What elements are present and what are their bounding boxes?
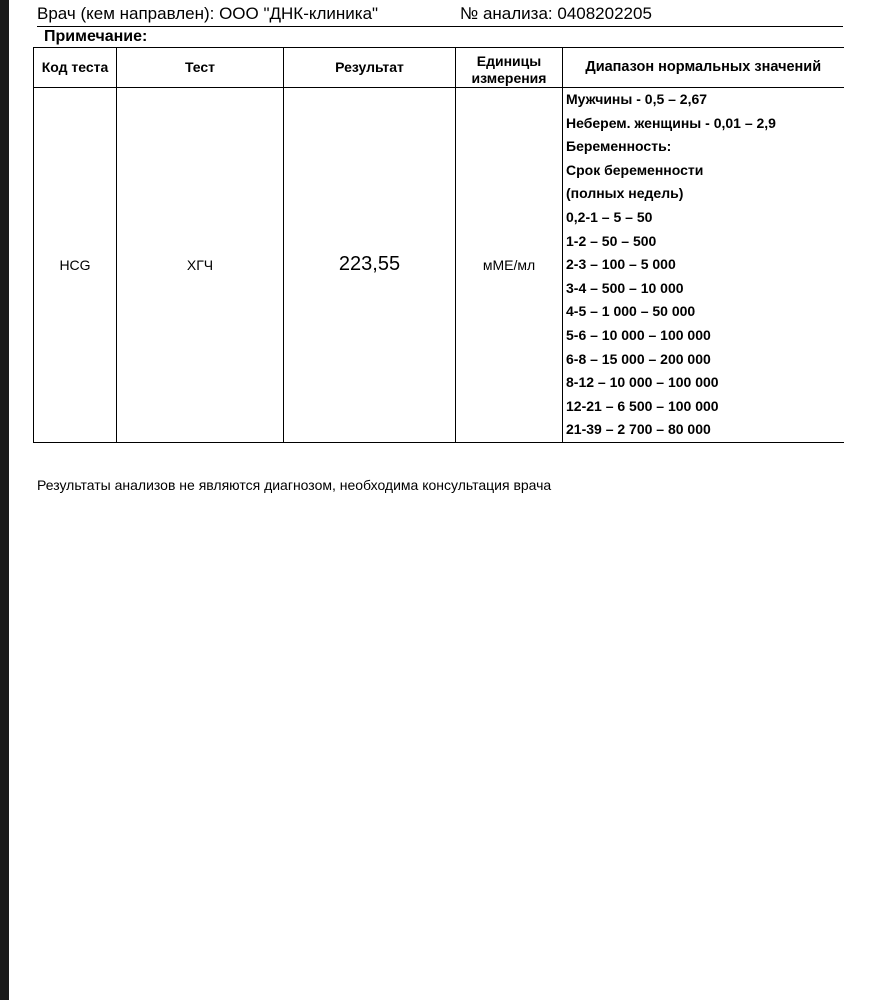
results-table	[33, 47, 844, 443]
range-item: 0,2-1 – 5 – 50	[566, 208, 653, 225]
referring-doctor: Врач (кем направлен): ООО "ДНК-клиника"	[37, 4, 379, 23]
column-header-result: Результат	[284, 48, 456, 88]
range-item: 8-12 – 10 000 – 100 000	[566, 374, 719, 391]
range-item: Неберем. женщины - 0,01 – 2,9	[566, 114, 776, 131]
range-item: (полных недель)	[566, 185, 684, 202]
range-item: Срок беременности	[566, 161, 704, 178]
result-value-cell: 223,55	[284, 88, 456, 443]
disclaimer-text: Результаты анализов не являются диагнозом, необходима консультация врача	[37, 477, 552, 493]
column-header-test: Тест	[117, 48, 284, 88]
column-header-code: Код теста	[34, 48, 117, 88]
test-code-cell: HCG	[34, 88, 117, 443]
table-row	[34, 88, 844, 443]
range-item: 3-4 – 500 – 10 000	[566, 279, 684, 296]
range-item: 21-39 – 2 700 – 80 000	[566, 421, 711, 438]
column-header-units: Единицы измерения	[456, 48, 563, 88]
range-item: 4-5 – 1 000 – 50 000	[566, 303, 696, 320]
range-item: 6-8 – 15 000 – 200 000	[566, 350, 711, 367]
column-header-reference-range: Диапазон нормальных значений	[563, 48, 844, 88]
range-item: Беременность:	[566, 138, 672, 155]
range-item: 2-3 – 100 – 5 000	[566, 256, 676, 273]
reference-range-list	[566, 88, 844, 442]
unit-cell: мМЕ/мл	[456, 88, 563, 443]
range-item: Мужчины - 0,5 – 2,67	[566, 91, 708, 107]
test-name-cell: ХГЧ	[117, 88, 284, 443]
range-item: 5-6 – 10 000 – 100 000	[566, 326, 711, 343]
table-header-row	[34, 48, 844, 88]
left-edge-bar	[0, 0, 9, 1000]
analysis-number: № анализа: 0408202205	[460, 4, 652, 23]
note-label: Примечание:	[44, 28, 148, 45]
reference-range-cell	[563, 88, 844, 443]
referral-header	[37, 2, 843, 27]
range-item: 1-2 – 50 – 500	[566, 232, 657, 249]
range-item: 12-21 – 6 500 – 100 000	[566, 397, 719, 414]
